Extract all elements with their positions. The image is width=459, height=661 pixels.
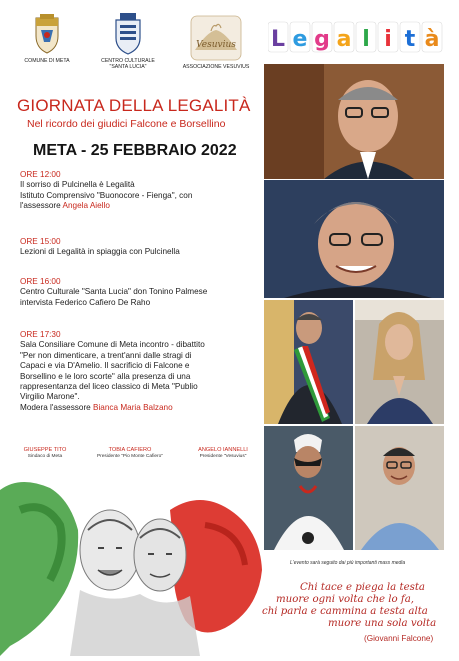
photo-speaker-2 [264, 180, 444, 298]
svg-text:L: L [270, 27, 286, 52]
signature-angelo-iannelli [182, 447, 264, 460]
svg-text:e: e [292, 27, 308, 52]
logo-centro-line1: CENTRO CULTURALE [101, 58, 155, 64]
svg-text:l: l [362, 27, 370, 52]
logo-centro-culturale [94, 12, 162, 70]
signature-name: GIUSEPPE TITO [23, 447, 67, 453]
quote-line-1: Chi tace e piega la testa [300, 582, 425, 593]
signature-giuseppe-tito [10, 447, 80, 460]
artwork-sketch [0, 470, 300, 656]
banner-letter [334, 22, 354, 52]
event-date: META - 25 FEBBRAIO 2022 [33, 142, 237, 159]
photo-speaker-1 [264, 64, 444, 179]
program-time: ORE 15:00 [20, 237, 61, 246]
program-time: ORE 17:30 [20, 330, 61, 339]
svg-text:i: i [384, 27, 392, 52]
banner-letter [422, 22, 442, 52]
signature-role: Sindaco di Meta [27, 454, 63, 459]
program-highlight: Bianca Maria Balzano [93, 402, 173, 412]
signature-name: TOBIA CAFIERO [108, 447, 152, 453]
program-item-1600 [20, 277, 262, 308]
program-item-1500 [20, 237, 262, 258]
program-item-1200 [20, 170, 262, 212]
logo-associazione-label: ASSOCIAZIONE VESUVIUS [182, 64, 250, 70]
logo-associazione-vesuvius [176, 12, 256, 70]
media-credit: L'evento sarà seguito dai più importanti mass media [290, 560, 406, 566]
svg-text:à: à [424, 27, 440, 52]
signature-role: Presidente "Pio Monte Cafiero" [96, 454, 164, 459]
legalita-letters [268, 18, 444, 56]
quote-line-3: chi parla e cammina a testa alta [262, 606, 428, 617]
banner-letter [312, 22, 332, 52]
legalita-banner [268, 18, 444, 56]
quote-line-2: muore ogni volta che lo fa, [276, 594, 415, 605]
falcone-borsellino-artwork [0, 470, 300, 656]
logo-comune-di-meta [18, 12, 76, 64]
vesuvius-logo-text: Vesuvius [196, 40, 236, 50]
program-text: Lezioni di Legalità in spiaggia con Pulcinella [20, 247, 180, 257]
quote-author: (Giovanni Falcone) [364, 634, 434, 643]
banner-letter [356, 22, 376, 52]
program-item-1730 [20, 330, 262, 413]
photo-speaker-6 [355, 426, 444, 550]
signature-tobia-cafiero [84, 447, 176, 460]
photo-sindaco [264, 300, 353, 424]
photo-pulcinella [264, 426, 353, 550]
program-text: Sala Consiliare Comune di Meta incontro - dibattito "Per non dimenticare, a trent'anni dalle stragi di Capaci e via D'Amelio. Il sacrificio di Falcone e Borsellino e le loro scorte" alla presenza di una rappresentanza del liceo classico di Meta "Publio Virgilio Marone". Modera l'assessore [20, 340, 205, 412]
page-title: GIORNATA DELLA LEGALITÀ [17, 96, 251, 115]
program-time: ORE 16:00 [20, 277, 61, 286]
svg-text:g: g [314, 27, 330, 52]
banner-letter [378, 22, 398, 52]
banner-letter [290, 22, 310, 52]
program-text: Centro Culturale "Santa Lucia" don Tonino Palmese intervista Federico Cafiero De Raho [20, 287, 208, 307]
page-subtitle: Nel ricordo dei giudici Falcone e Borsellino [27, 118, 226, 130]
program-text: Il sorriso di Pulcinella è Legalità Istituto Comprensivo "Buonocore - Fienga", con l'assessore [20, 180, 193, 211]
program-highlight: Angela Aiello [62, 201, 110, 211]
svg-text:t: t [404, 27, 416, 52]
banner-letter [400, 22, 420, 52]
shield-icon [111, 12, 145, 56]
svg-text:a: a [336, 27, 352, 52]
program-time: ORE 12:00 [20, 170, 61, 179]
logo-centro-line2: "SANTA LUCIA" [109, 64, 147, 70]
volcano-icon [189, 12, 243, 62]
photo-assessore [355, 300, 444, 424]
coat-of-arms-icon [30, 12, 64, 56]
logo-comune-label: COMUNE DI META [24, 58, 70, 64]
signature-name: ANGELO IANNELLI [198, 447, 248, 453]
signature-role: Presidente "Vesuvius" [199, 454, 247, 459]
banner-letter [268, 22, 288, 52]
quote-line-4: muore una sola volta [328, 618, 437, 629]
